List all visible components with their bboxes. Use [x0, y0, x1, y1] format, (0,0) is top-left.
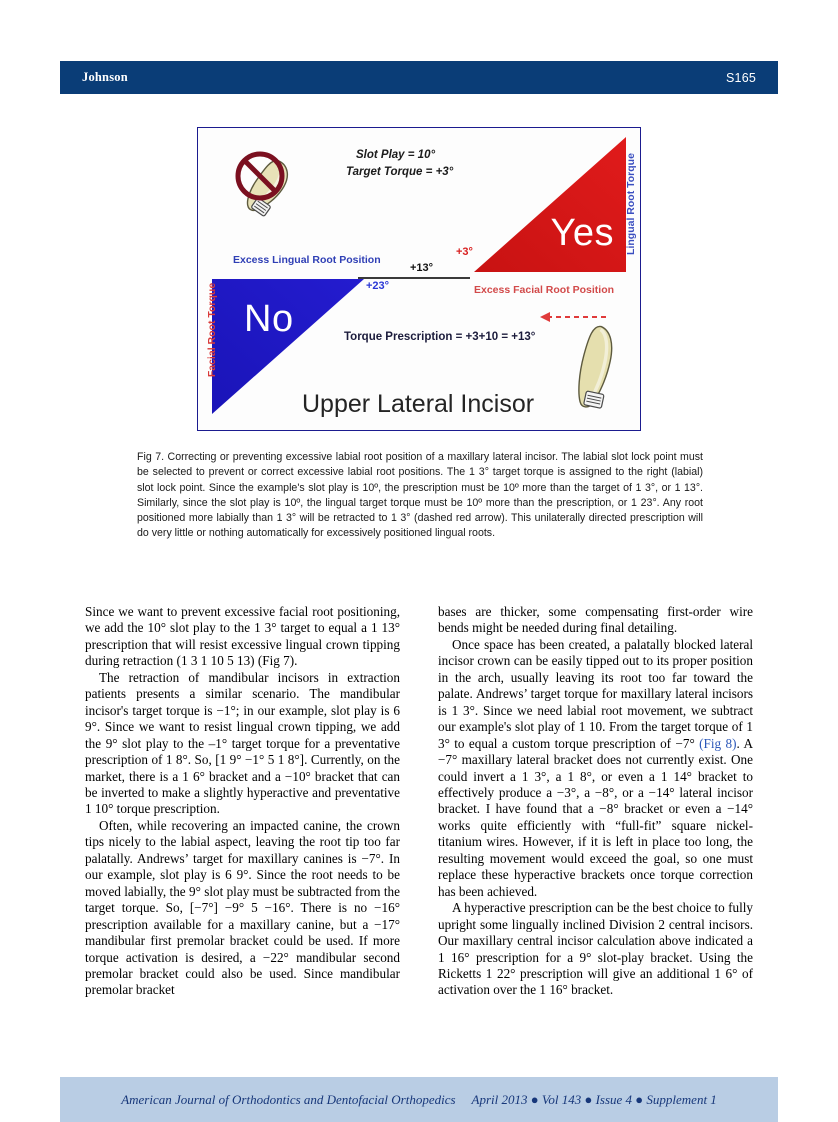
body-paragraph: The retraction of mandibular incisors in extraction patients presents a similar scenario. The mandibular incisor's target torque is −1°; in our example, slot play is 6 9°. Since we want to resist lingual crown tipping, we add the 9° slot play to the –1° target torque for a preventative prescription of 1 8°. So, [1 9° −1° 5 1 8°]. Currently, on the market, there is a 1 6° bracket and a −10° bracket that can be inverted to make a slightly hyperactive and preventative 1 10° torque prescription. [85, 669, 400, 817]
retraction-arrow-icon [536, 310, 610, 329]
footer-journal-name: American Journal of Orthodontics and Dentofacial Orthopedics [121, 1091, 456, 1107]
body-column-right [438, 604, 753, 999]
slot-play-label: Slot Play = 10° [356, 149, 436, 161]
diagram-title: Upper Lateral Incisor [302, 390, 535, 418]
yes-label: Yes [550, 212, 614, 254]
body-paragraph: bases are thicker, some compensating first-order wire bends might be needed during final detailing. [438, 604, 753, 636]
body-paragraph: Since we want to prevent excessive facial root positioning, we add the 10° slot play to the 1 3° target to equal a 1 13° prescription that will resist excessive lingual crown tipping during retraction (1 3 1 10 5 13) (Fig 7). [85, 604, 400, 669]
baseline-connector [358, 277, 470, 279]
axis-label-facial-root-torque: Facial Root Torque [206, 282, 219, 378]
figure-7-block [137, 127, 701, 431]
page-running-head [60, 61, 778, 94]
prohibited-tooth-illustration [220, 144, 316, 241]
figure-caption-text: Correcting or preventing excessive labial root position of a maxillary lateral incisor. The labial slot lock point must be selected to prevent or correct excessive labial root positions. The 1 3° target torque is assigned to the right (labial) slot lock point. Since the example's slot play is 10º, the prescription must be 10º more than the target of 1 3°, or 1 13°. Similarly, since the slot play is 10º, the lingual target torque must be 10º more than the prescription, or 1 23°. Any root positioned more labially than 1 3° will be retracted to 1 3° (dashed red arrow). This unilaterally directed prescription will do very little or nothing automatically for excessively positioned lingual roots. [137, 451, 703, 540]
footer-issue-info: April 2013 ● Vol 143 ● Issue 4 ● Supplement 1 [471, 1091, 717, 1107]
axis-label-lingual-root-torque: Lingual Root Torque [625, 153, 638, 255]
figure-cross-reference-link[interactable]: (Fig 8) [699, 735, 737, 751]
value-plus-3-label: +3° [456, 246, 473, 258]
figure-caption-label: Fig 7. [137, 451, 165, 463]
value-plus-13-label: +13° [410, 262, 434, 274]
page-footer [60, 1077, 778, 1122]
body-paragraph: Once space has been created, a palatally blocked lateral incisor crown can be easily tipped out to its proper position in the arch, usually leaving its root too far toward the palate. Andrews’ target torque for maxillary lateral incisors is 1 3°. Since we need labial root movement, we subtract our example's slot play of 1 10. From the target torque of 1 3° to equal a custom torque prescription of −7° (Fig 8). A −7° maxillary lateral bracket does not currently exist. One could invert a 1 3°, a 1 8°, or even a 1 14° bracket to effectively produce a −3°, a −8°, or a −14° lateral incisor bracket. I have found that a −8° bracket or even a −14° works quite efficiently with “full-fit” square nickel-titanium wires. However, if it is left in place too long, the resulting movement would exceed the goal, so one must replace these hyperactive brackets once torque correction has been achieved. [438, 636, 754, 899]
torque-diagram-canvas [198, 128, 640, 430]
figure-7-image [197, 127, 641, 431]
excess-lingual-root-position-label: Excess Lingual Root Position [233, 254, 381, 266]
running-head-page-number: S165 [726, 70, 756, 85]
running-head-author: Johnson [82, 70, 128, 84]
torque-prescription-label: Torque Prescription = +3+10 = +13° [344, 331, 536, 343]
body-paragraph: Often, while recovering an impacted canine, the crown tips nicely to the labial aspect, leaving the root tip too far palatally. Andrews’ target for maxillary canines is −7°. In our example, slot play is 6 9°. Since the root needs to be moved labially, the 9° slot play must be subtracted from the target torque. So, [−7°] −9° 5 −16°. There is no −16° prescription available for a maxillary canine, but a −17° mandibular first premolar bracket could be used. If more torque activation is desired, a −22° mandibular second premolar bracket could also be used. Since mandibular premolar bracket [85, 817, 400, 998]
body-paragraph: A hyperactive prescription can be the best choice to fully upright some lingually inclined Division 2 central incisors. Our maxillary central incisor calculation above indicated a 1 16° prescription for a 9° slot-play bracket. Using the Ricketts 1 22° prescription will give an additional 1 6° of activation over the 1 16° bracket. [438, 900, 753, 998]
figure-7-caption [137, 450, 703, 542]
excess-facial-root-position-label: Excess Facial Root Position [474, 284, 615, 296]
article-body [85, 604, 753, 999]
value-plus-23-label: +23° [366, 280, 390, 292]
facial-root-tooth-illustration [558, 318, 630, 428]
no-label: No [244, 298, 294, 340]
body-column-left [85, 604, 400, 999]
target-torque-label: Target Torque = +3° [346, 166, 454, 178]
